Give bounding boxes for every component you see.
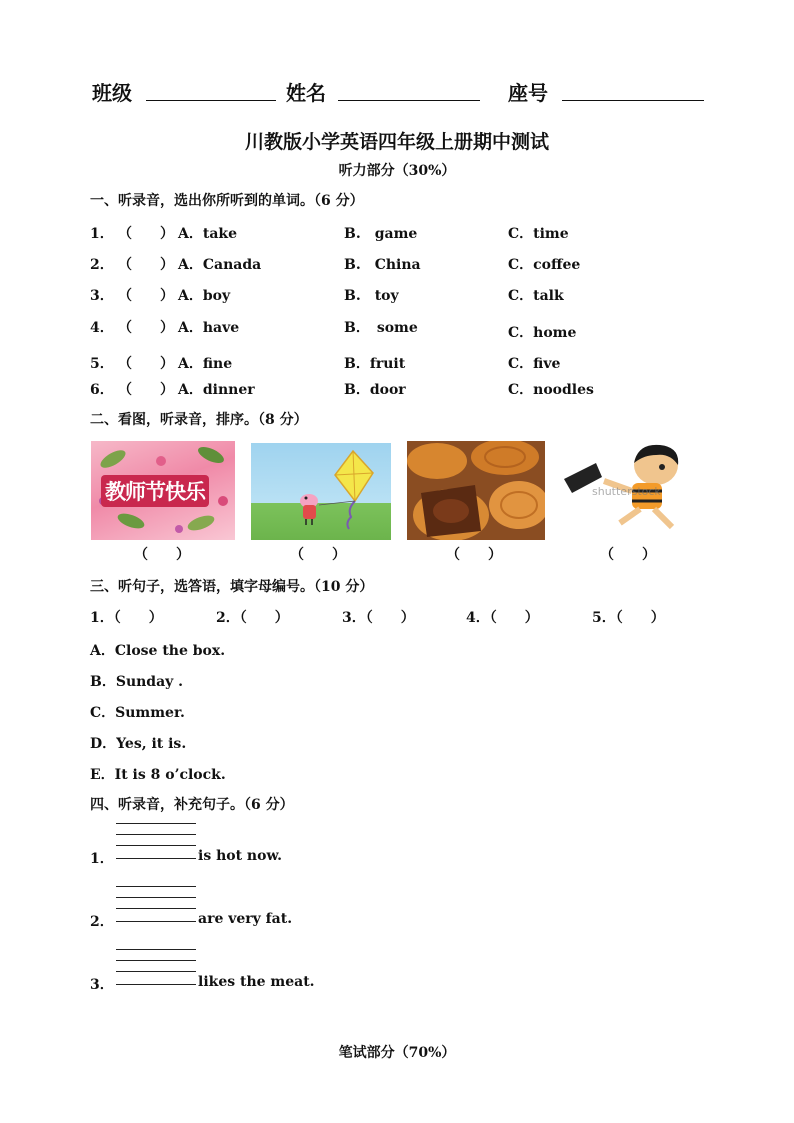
option-a: A．fine [178,356,233,372]
sentence-text: is hot now. [198,848,282,864]
section1-heading: 一、听录音，选出你所听到的单词。（6 分） [90,193,364,209]
seat-label: 座号 [508,81,548,105]
pig-kite-icon [251,443,391,540]
option-c: C．five [508,356,561,372]
answer-line[interactable] [116,858,196,859]
answer-slot[interactable]: 1．（ ） [90,610,163,626]
writing-line [116,960,196,961]
kite-picture [251,443,391,540]
answer-paren[interactable]: （ ） [118,226,174,242]
answer-slot[interactable]: 3．（ ） [342,610,415,626]
q-number: 3． [90,288,114,304]
option-b: B. China [344,257,421,273]
answer-paren[interactable]: （ ） [118,382,174,398]
picture-answer-paren[interactable]: （ ） [600,547,656,563]
q-number: 3． [90,977,114,993]
picture-answer-paren[interactable]: （ ） [134,547,190,563]
writing-line [116,971,196,972]
option-a: A．dinner [178,382,255,398]
q-number: 1． [90,851,114,867]
option-a: A．have [178,320,240,336]
q-number: 2． [90,257,114,273]
section2-heading: 二、看图，听录音，排序。（8 分） [90,412,308,428]
writing-line [116,908,196,909]
listening-title: 听力部分（30%） [338,163,456,179]
writing-line [116,949,196,950]
option-c: C．coffee [508,257,581,273]
option-a: A．boy [178,288,231,304]
answer-paren[interactable]: （ ） [118,257,174,273]
q-number: 2． [90,914,114,930]
option-a: A．take [178,226,238,242]
option-c: C．time [508,226,569,242]
q-number: 4． [90,320,114,336]
watermark-text: shutterstock [592,485,661,498]
writing-line [116,886,196,887]
class-field[interactable] [146,100,276,101]
name-field[interactable] [338,100,480,101]
sentence-text: are very fat. [198,911,293,927]
option-a: A．Canada [178,257,262,273]
q-number: 6． [90,382,114,398]
option-b: B．door [344,382,406,398]
reply-option: E．It is 8 o’clock. [90,767,226,783]
seat-field[interactable] [562,100,704,101]
section3-heading: 三、听句子，选答语，填字母编号。（10 分） [90,579,374,595]
option-c: C．talk [508,288,564,304]
name-label: 姓名 [286,81,326,105]
running-boy-picture [560,441,702,540]
reply-option: C．Summer. [90,705,185,721]
writing-line [116,823,196,824]
q-number: 1． [90,226,114,242]
writing-line [116,897,196,898]
picture-answer-paren[interactable]: （ ） [446,547,502,563]
reply-option: D．Yes, it is. [90,736,187,752]
sentence-text: likes the meat. [198,974,315,990]
page-title: 川教版小学英语四年级上册期中测试 [244,131,549,153]
option-b: B． some [344,320,418,336]
option-c: C．home [508,325,577,341]
section4-heading: 四、听录音，补充句子。（6 分） [90,797,294,813]
answer-paren[interactable]: （ ） [118,356,174,372]
answer-line[interactable] [116,984,196,985]
teachers-day-picture [91,441,235,540]
class-label: 班级 [92,81,132,105]
writing-line [116,845,196,846]
answer-slot[interactable]: 5．（ ） [592,610,665,626]
mooncake-icon [407,441,545,540]
answer-slot[interactable]: 2．（ ） [216,610,289,626]
writing-line [116,834,196,835]
option-b: B．fruit [344,356,406,372]
picture-answer-paren[interactable]: （ ） [290,547,346,563]
option-b: B. toy [344,288,399,304]
mooncake-picture [407,441,545,540]
q-number: 5． [90,356,114,372]
answer-paren[interactable]: （ ） [118,288,174,304]
reply-option: B．Sunday . [90,674,184,690]
teachers-day-caption: 教师节快乐 [101,475,209,507]
answer-paren[interactable]: （ ） [118,320,174,336]
answer-slot[interactable]: 4．（ ） [466,610,539,626]
option-c: C．noodles [508,382,594,398]
option-b: B. game [344,226,418,242]
answer-line[interactable] [116,921,196,922]
written-title: 笔试部分（70%） [338,1045,456,1061]
reply-option: A．Close the box. [90,643,226,659]
